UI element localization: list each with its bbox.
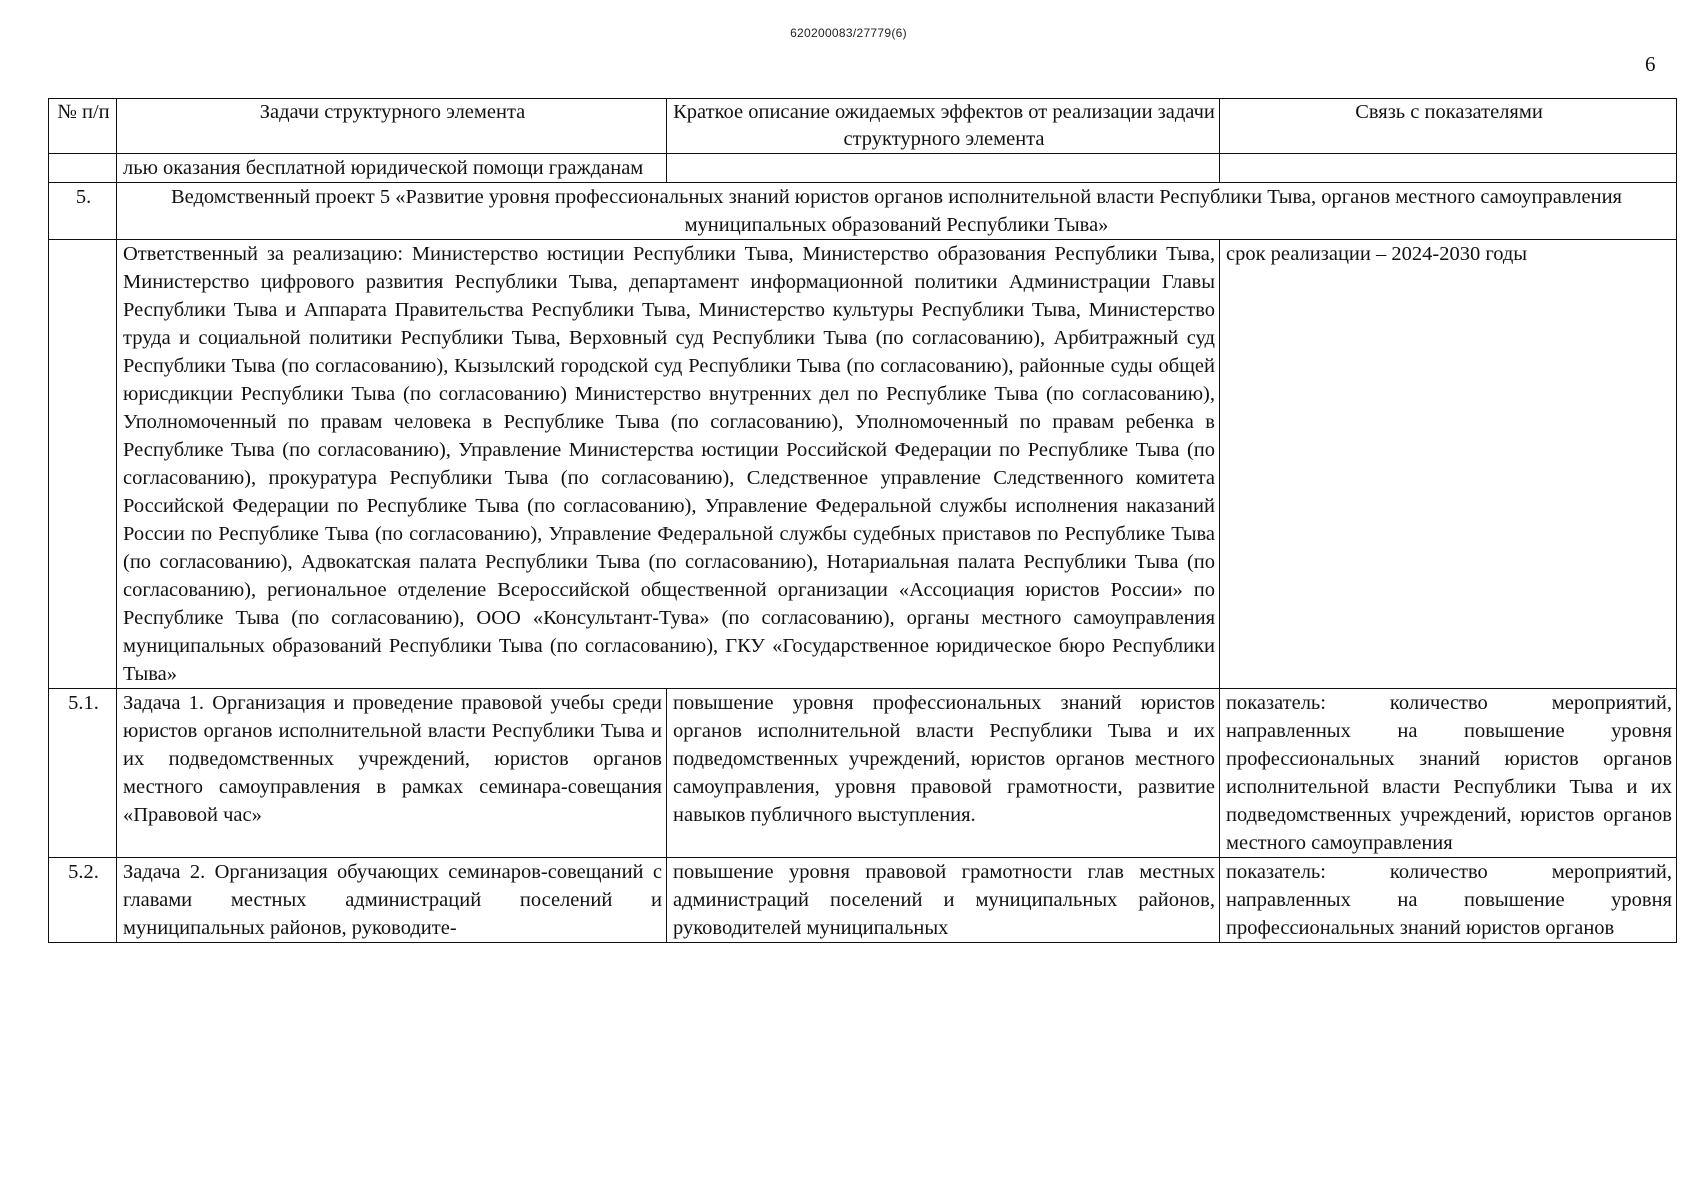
responsible-row	[49, 240, 1677, 689]
table-row	[49, 154, 1677, 183]
project-num: 5.	[49, 183, 117, 240]
project-title: Ведомственный проект 5 «Развитие уровня профессиональных знаний юристов органов исполнительной власти Республики Тыва, органов местного самоуправления муниципальных образований Республики Тыва»	[117, 183, 1677, 240]
row-num: 5.1.	[49, 689, 117, 858]
header-tasks: Задачи структурного элемента	[117, 99, 667, 154]
implementation-term: срок реализации – 2024-2030 годы	[1220, 240, 1677, 689]
header-num: № п/п	[49, 99, 117, 154]
project-row	[49, 183, 1677, 240]
header-effects: Краткое описание ожидаемых эффектов от реализации задачи структурного элемента	[667, 99, 1220, 154]
table-row	[49, 689, 1677, 858]
table-header-row	[49, 99, 1677, 154]
row-link: показатель: количество мероприятий, направленных на повышение уровня профессиональных знаний юристов органов	[1220, 858, 1677, 943]
header-link: Связь с показателями	[1220, 99, 1677, 154]
tasks-table	[48, 98, 1677, 943]
row-task: Задача 2. Организация обучающих семинаров-совещаний с главами местных администраций поселений и муниципальных районов, руководите-	[117, 858, 667, 943]
row-link	[1220, 154, 1677, 183]
row-task: Задача 1. Организация и проведение правовой учебы среди юристов органов исполнительной власти Республики Тыва и их подведомственных учреждений, юристов органов местного самоуправления в рамках семинара-совещания «Правовой час»	[117, 689, 667, 858]
row-effect: повышение уровня профессиональных знаний юристов органов исполнительной власти Республики Тыва и их подведомственных учреждений, юристов органов местного самоуправления, уровня правовой грамотности, развитие навыков публичного выступления.	[667, 689, 1220, 858]
row-num: 5.2.	[49, 858, 117, 943]
row-effect	[667, 154, 1220, 183]
page-number: 6	[1645, 52, 1656, 76]
row-effect: повышение уровня правовой грамотности глав местных администраций поселений и муниципальных районов, руководителей муниципальных	[667, 858, 1220, 943]
document-id: 620200083/27779(6)	[790, 26, 907, 40]
row-task: лью оказания бесплатной юридической помощи гражданам	[117, 154, 667, 183]
table-row	[49, 858, 1677, 943]
row-link: показатель: количество мероприятий, направленных на повышение уровня профессиональных знаний юристов органов исполнительной власти Республики Тыва и их подведомственных учреждений, юристов органов местного самоуправления	[1220, 689, 1677, 858]
row-num	[49, 154, 117, 183]
responsible-num	[49, 240, 117, 689]
responsible-list: Ответственный за реализацию: Министерство юстиции Республики Тыва, Министерство образования Республики Тыва, Министерство цифрового развития Республики Тыва, департамент информационной политики Администрации Главы Республики Тыва и Аппарата Правительства Республики Тыва, Министерство культуры Республики Тыва, Министерство труда и социальной политики Республики Тыва, Верховный суд Республики Тыва (по согласованию), Арбитражный суд Республики Тыва (по согласованию), Кызылский городской суд Республики Тыва (по согласованию), районные суды общей юрисдикции Республики Тыва (по согласованию) Министерство внутренних дел по Республике Тыва (по согласованию), Уполномоченный по правам человека в Республике Тыва (по согласованию), Уполномоченный по правам ребенка в Республике Тыва (по согласованию), Управление Министерства юстиции Российской Федерации по Республике Тыва (по согласованию), прокуратура Республики Тыва (по согласованию), Следственное управление Следственного комитета Российской Федерации по Республике Тыва (по согласованию), Управление Федеральной службы исполнения наказаний России по Республике Тыва (по согласованию), Управление Федеральной службы судебных приставов по Республике Тыва (по согласованию), Адвокатская палата Республики Тыва (по согласованию), Нотариальная палата Республики Тыва (по согласованию), региональное отделение Всероссийской общественной организации «Ассоциация юристов России» по Республике Тыва (по согласованию), ООО «Консультант-Тува» (по согласованию), органы местного самоуправления муниципальных образований Республики Тыва (по согласованию), ГКУ «Государственное юридическое бюро Республики Тыва»	[117, 240, 1220, 689]
